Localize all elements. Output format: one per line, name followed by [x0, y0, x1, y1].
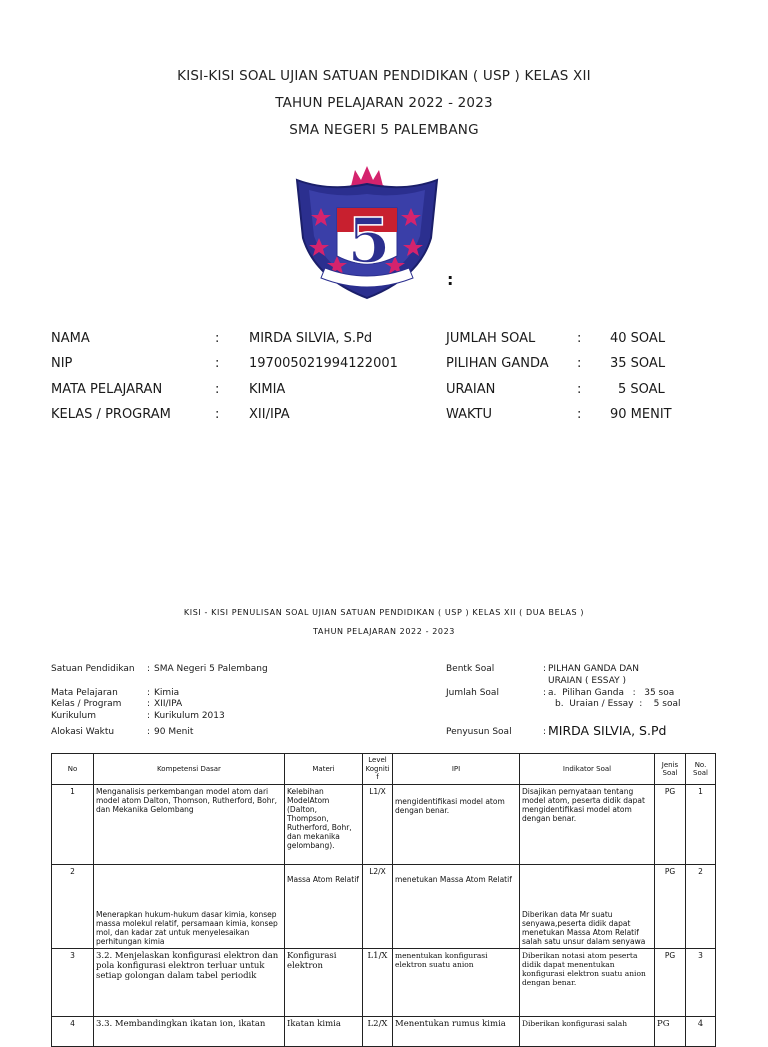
- colon: :: [577, 407, 582, 422]
- label-mata-pelajaran: MATA PELAJARAN: [51, 382, 163, 397]
- label-pilihan-ganda: PILIHAN GANDA: [446, 356, 549, 371]
- header-jenis-soal: Jenis Soal: [655, 754, 686, 785]
- header-no-soal: No. Soal: [686, 754, 716, 785]
- value-nama: MIRDA SILVIA, S.Pd: [249, 331, 373, 346]
- cell-level: L2/X: [363, 865, 393, 949]
- colon: :: [577, 331, 582, 346]
- label-jumlah-soal: JUMLAH SOAL: [446, 331, 536, 346]
- cell-ipi: Menentukan rumus kimia: [393, 1017, 520, 1047]
- cell-no: 3: [52, 949, 94, 1017]
- value-uraian: 5 SOAL: [618, 382, 665, 397]
- cell-nosoal: 4: [686, 1017, 716, 1047]
- colon: :: [215, 407, 220, 422]
- colon: :: [147, 688, 151, 698]
- meta-value: a. Pilihan Ganda : 35 soa: [548, 688, 675, 698]
- cell-materi: Massa Atom Relatif: [285, 865, 363, 949]
- meta-label: Kelas / Program: [51, 699, 122, 709]
- school-crest-logo: [289, 156, 445, 302]
- meta-label: Satuan Pendidikan: [51, 664, 135, 674]
- cell-jenis: PG: [655, 865, 686, 949]
- cell-nosoal: 3: [686, 949, 716, 1017]
- meta-value: XII/IPA: [154, 699, 183, 709]
- cell-level: L1/X: [363, 785, 393, 865]
- cell-jenis: PG: [655, 1017, 686, 1047]
- header-ipi: IPI: [393, 754, 520, 785]
- cell-ipi: menetukan Massa Atom Relatif: [393, 865, 520, 949]
- meta-label: Jumlah Soal: [446, 688, 499, 698]
- colon: :: [215, 356, 220, 371]
- meta-label: Kurikulum: [51, 711, 96, 721]
- meta-label: Alokasi Waktu: [51, 727, 115, 737]
- meta-value: 90 Menit: [154, 727, 194, 737]
- colon: :: [147, 699, 151, 709]
- colon: :: [147, 664, 151, 674]
- cell-kd: Menerapkan hukum-hukum dasar kimia, konsep massa molekul relatif, persamaan kimia, konsep mol, dan kadar zat untuk menyelesaikan perhitungan kimia: [94, 865, 285, 949]
- table-header-row: [52, 754, 716, 785]
- cell-indikator: Diberikan notasi atom peserta didik dapat menentukan konfigurasi elektron suatu anion dengan benar.: [520, 949, 655, 1017]
- label-kelas-program: KELAS / PROGRAM: [51, 407, 171, 422]
- cell-no: 1: [52, 785, 94, 865]
- cell-no: 2: [52, 865, 94, 949]
- document-title: KISI-KISI SOAL UJIAN SATUAN PENDIDIKAN ( USP ) KELAS XII: [177, 68, 591, 84]
- cell-kd: 3.2. Menjelaskan konfigurasi elektron dan pola konfigurasi elektron terluar untuk setiap golongan dalam tabel periodik: [94, 949, 285, 1017]
- svg-text:5: 5: [347, 204, 391, 277]
- cell-indikator: Disajikan pernyataan tentang model atom, peserta didik dapat mengidentifikasi model atom dengan benar.: [520, 785, 655, 865]
- colon: :: [147, 711, 151, 721]
- meta-label: Penyusun Soal: [446, 727, 512, 737]
- header-colon: :: [447, 270, 454, 289]
- value-jumlah-soal: 40 SOAL: [610, 331, 666, 346]
- cell-ipi: mengidentifikasi model atom dengan benar.: [393, 785, 520, 865]
- section-year: TAHUN PELAJARAN 2022 - 2023: [313, 627, 455, 636]
- meta-value-penyusun: MIRDA SILVIA, S.Pd: [548, 723, 667, 738]
- meta-label: Bentk Soal: [446, 664, 495, 674]
- value-pilihan-ganda: 35 SOAL: [610, 356, 666, 371]
- label-waktu: WAKTU: [446, 407, 493, 422]
- colon: :: [577, 382, 582, 397]
- table-row: [52, 1017, 716, 1047]
- academic-year: TAHUN PELAJARAN 2022 - 2023: [275, 95, 493, 111]
- label-nama: NAMA: [51, 331, 90, 346]
- cell-nosoal: 1: [686, 785, 716, 865]
- meta-value: URAIAN ( ESSAY ): [548, 676, 627, 686]
- cell-nosoal: 2: [686, 865, 716, 949]
- colon: :: [215, 331, 220, 346]
- cell-kd: Menganalisis perkembangan model atom dari model atom Dalton, Thomson, Rutherford, Bohr, dan Mekanika Gelombang: [94, 785, 285, 865]
- kisi-kisi-table: [51, 753, 716, 1047]
- meta-label: Mata Pelajaran: [51, 688, 118, 698]
- school-name: SMA NEGERI 5 PALEMBANG: [289, 122, 479, 138]
- section-title: KISI - KISI PENULISAN SOAL UJIAN SATUAN PENDIDIKAN ( USP ) KELAS XII ( DUA BELAS ): [183, 608, 585, 617]
- colon: :: [215, 382, 220, 397]
- value-mata-pelajaran: KIMIA: [249, 382, 286, 397]
- table-row: [52, 785, 716, 865]
- cell-level: L2/X: [363, 1017, 393, 1047]
- cell-materi: Konfigurasi elektron: [285, 949, 363, 1017]
- table-row: [52, 949, 716, 1017]
- cell-materi: Kelebihan ModelAtom (Dalton, Thompson, Rutherford, Bohr, dan mekanika gelombang).: [285, 785, 363, 865]
- cell-jenis: PG: [655, 785, 686, 865]
- colon: :: [543, 688, 547, 698]
- cell-no: 4: [52, 1017, 94, 1047]
- meta-value: Kimia: [154, 688, 180, 698]
- cell-kd: 3.3. Membandingkan ikatan ion, ikatan: [94, 1017, 285, 1047]
- cell-indikator: Diberikan data Mr suatu senyawa,peserta didik dapat menetukan Massa Atom Relatif salah satu unsur dalam senyawa: [520, 865, 655, 949]
- meta-value: PILHAN GANDA DAN: [548, 664, 639, 674]
- label-nip: NIP: [51, 356, 73, 371]
- label-uraian: URAIAN: [446, 382, 496, 397]
- colon: :: [543, 727, 547, 737]
- value-kelas-program: XII/IPA: [249, 407, 290, 422]
- header-kompetensi-dasar: Kompetensi Dasar: [94, 754, 285, 785]
- colon: :: [543, 664, 547, 674]
- cell-indikator: Diberikan konfigurasi salah: [520, 1017, 655, 1047]
- cell-jenis: PG: [655, 949, 686, 1017]
- cell-materi: Ikatan kimia: [285, 1017, 363, 1047]
- header-no: No: [52, 754, 94, 785]
- value-waktu: 90 MENIT: [610, 407, 672, 422]
- header-indikator-soal: Indikator Soal: [520, 754, 655, 785]
- cell-ipi: menentukan konfigurasi elektron suatu anion: [393, 949, 520, 1017]
- cell-level: L1/X: [363, 949, 393, 1017]
- meta-value: b. Uraian / Essay : 5 soal: [555, 699, 681, 709]
- table-row: [52, 865, 716, 949]
- header-materi: Materi: [285, 754, 363, 785]
- colon: :: [147, 727, 151, 737]
- colon: :: [577, 356, 582, 371]
- value-nip: 197005021994122001: [249, 356, 398, 371]
- meta-value: Kurikulum 2013: [154, 711, 225, 721]
- meta-value: SMA Negeri 5 Palembang: [154, 664, 268, 674]
- header-level-kognitif: Level Kogniti f: [363, 754, 393, 785]
